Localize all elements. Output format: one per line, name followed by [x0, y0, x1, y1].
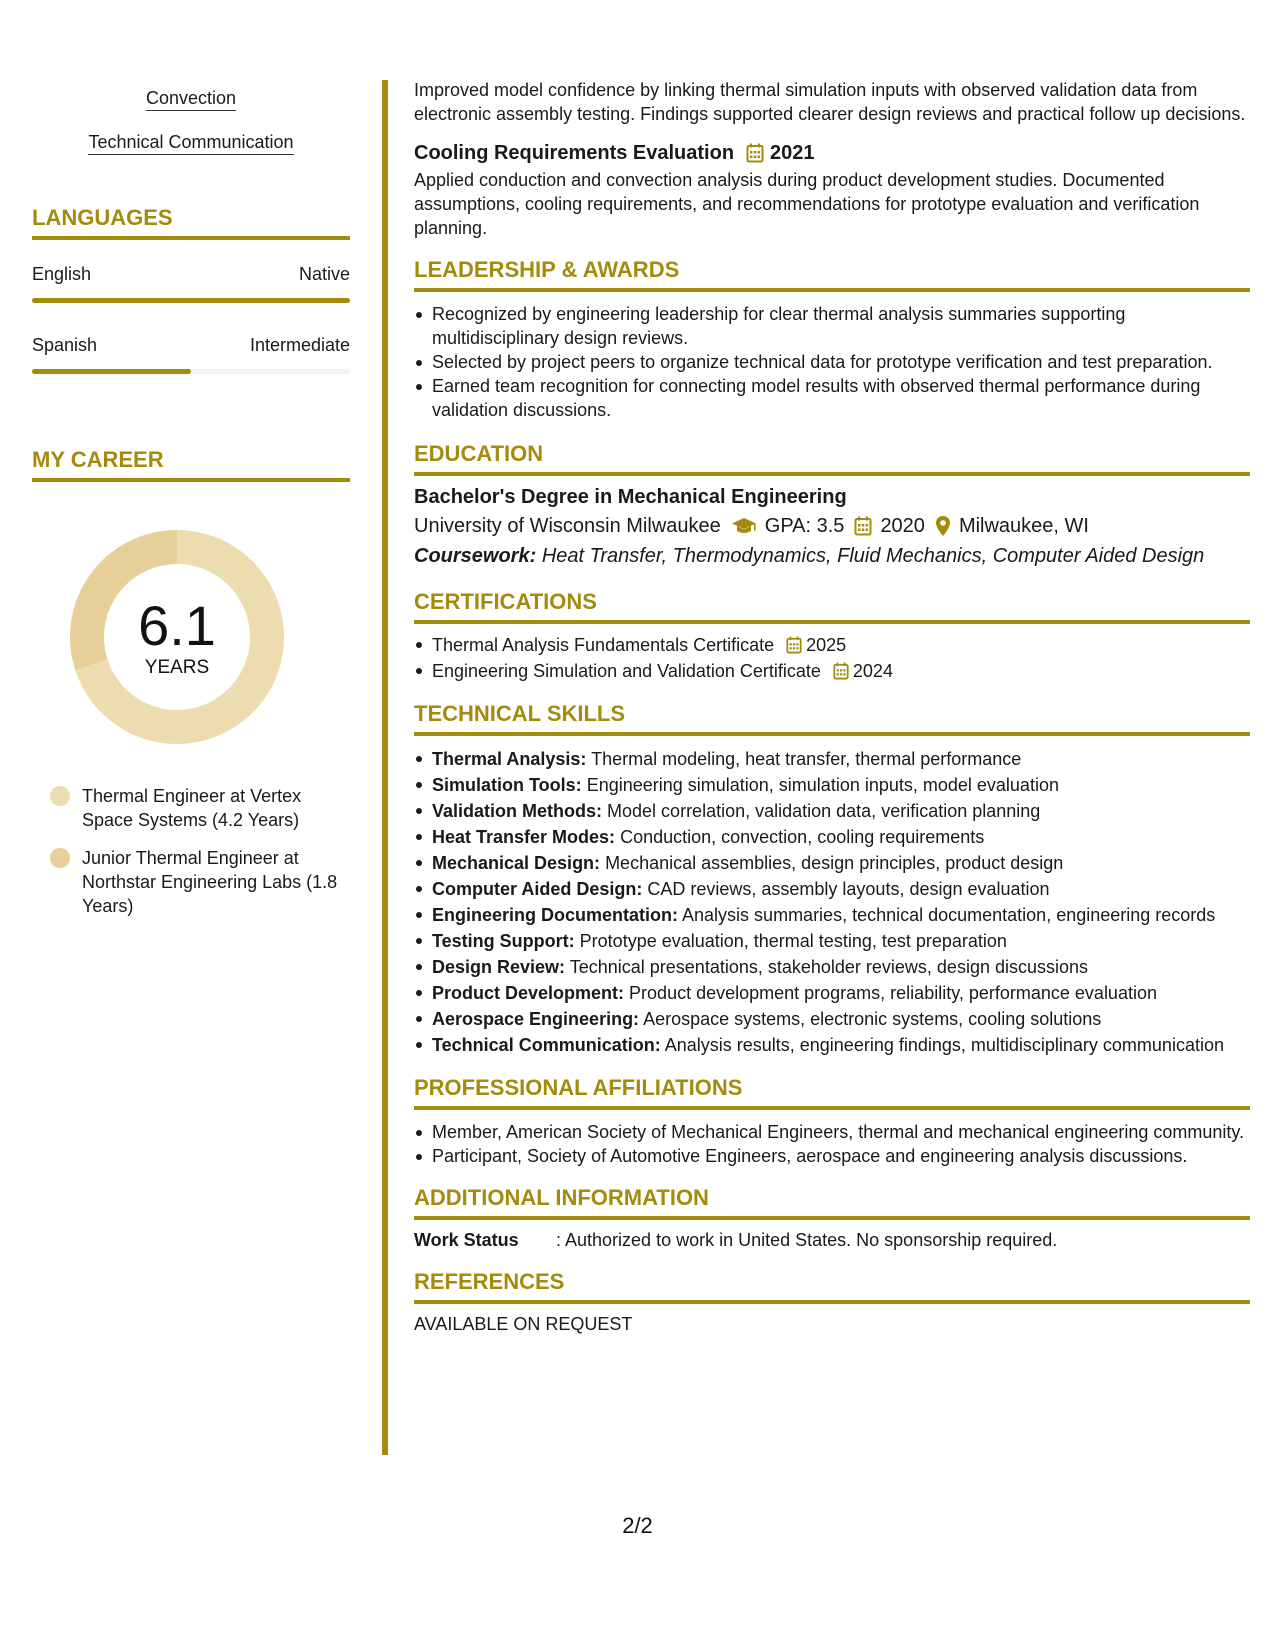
- calendar-icon: [833, 662, 849, 680]
- affiliations-section: [414, 1074, 1250, 1168]
- calendar-icon: [746, 143, 764, 163]
- affiliations-title: PROFESSIONAL AFFILIATIONS: [414, 1075, 743, 1100]
- skill-category: Computer Aided Design:: [432, 879, 643, 899]
- left-column: [32, 78, 350, 932]
- certifications-section: [414, 588, 1250, 684]
- skill-category: Simulation Tools:: [432, 775, 582, 795]
- language-level: Native: [298, 264, 350, 284]
- project-entry: [414, 140, 1250, 240]
- education-details: [414, 512, 1250, 540]
- skill-category: Aerospace Engineering:: [432, 1009, 640, 1029]
- references-title: REFERENCES: [414, 1269, 565, 1294]
- skill-values: Aerospace systems, electronic systems, cooling solutions: [643, 1009, 1102, 1029]
- coursework-list: Heat Transfer, Thermodynamics, Fluid Mechanics, Computer Aided Design: [541, 545, 1205, 567]
- skill-item: [414, 824, 1250, 850]
- certificate-year: 2024: [852, 661, 893, 681]
- project-title: Cooling Requirements Evaluation: [414, 142, 735, 164]
- career-section: [32, 446, 350, 918]
- leadership-list: [414, 302, 1250, 422]
- school-location: Milwaukee, WI: [958, 515, 1089, 537]
- skill-item: [414, 1006, 1250, 1032]
- skill-link-technical-communication[interactable]: Technical Communication: [32, 130, 350, 154]
- additional-info-title: ADDITIONAL INFORMATION: [414, 1185, 709, 1210]
- right-column: [414, 78, 1250, 1336]
- language-bar-fill: [32, 369, 191, 374]
- skill-category: Engineering Documentation:: [432, 905, 679, 925]
- work-status-row: [414, 1228, 1250, 1252]
- skill-item: [414, 772, 1250, 798]
- school-name: University of Wisconsin Milwaukee: [414, 515, 721, 537]
- career-legend-text: Thermal Engineer at Vertex Space Systems (4.2 Years): [82, 786, 302, 830]
- language-bar-spanish: [32, 369, 350, 374]
- coursework-line: [414, 542, 1250, 570]
- skill-link-convection[interactable]: Convection: [32, 86, 350, 110]
- calendar-icon: [854, 516, 872, 536]
- location-pin-icon: [935, 515, 951, 537]
- education-section: [414, 440, 1250, 570]
- project-header: [414, 140, 1250, 166]
- gpa: GPA: 3.5: [764, 515, 845, 537]
- certifications-title: CERTIFICATIONS: [414, 589, 597, 614]
- skill-category: Product Development:: [432, 983, 625, 1003]
- skill-category: Testing Support:: [432, 931, 575, 951]
- languages-title: LANGUAGES: [32, 205, 173, 230]
- technical-skills-list: [414, 746, 1250, 1058]
- section-rule: [414, 288, 1250, 292]
- degree-title: Bachelor's Degree in Mechanical Engineering: [414, 486, 847, 508]
- section-rule: [414, 732, 1250, 736]
- list-item: [414, 658, 1250, 684]
- language-level: Intermediate: [249, 335, 350, 355]
- section-rule: [414, 620, 1250, 624]
- career-legend-item: [50, 846, 350, 918]
- leadership-title: LEADERSHIP & AWARDS: [414, 257, 680, 282]
- language-bar-fill: [32, 298, 350, 303]
- certifications-list: [414, 632, 1250, 684]
- list-item: [414, 632, 1250, 658]
- skill-item: [414, 1032, 1250, 1058]
- skill-values: Conduction, convection, cooling requirements: [620, 827, 985, 847]
- language-bar-english: [32, 298, 350, 303]
- work-status-label: Work Status: [414, 1230, 519, 1250]
- career-legend: [32, 784, 350, 918]
- list-item: Recognized by engineering leadership for clear thermal analysis summaries supporting multidisciplinary design reviews.: [414, 302, 1250, 350]
- section-rule: [414, 472, 1250, 476]
- skill-item: [414, 902, 1250, 928]
- skill-category: Validation Methods:: [432, 801, 603, 821]
- skill-values: Engineering simulation, simulation inputs, model evaluation: [586, 775, 1059, 795]
- page-number: 2/2: [622, 1513, 653, 1538]
- languages-section: [32, 204, 350, 374]
- skill-values: Product development programs, reliability, performance evaluation: [629, 983, 1157, 1003]
- skill-values: Analysis summaries, technical documentation, engineering records: [682, 905, 1216, 925]
- section-rule: [32, 478, 350, 482]
- leadership-section: [414, 256, 1250, 422]
- legend-dot: [50, 848, 70, 868]
- skill-category: Technical Communication:: [432, 1035, 661, 1055]
- experience-description: Improved model confidence by linking thermal simulation inputs with observed validation data from electronic assembly testing. Findings supported clearer design reviews and practical follow up decisions.: [414, 80, 1246, 124]
- career-legend-text: Junior Thermal Engineer at Northstar Engineering Labs (1.8 Years): [82, 848, 338, 916]
- certificate-year: 2025: [806, 635, 847, 655]
- language-row-spanish: [32, 333, 350, 357]
- list-item: Member, American Society of Mechanical Engineers, thermal and mechanical engineering community.: [414, 1120, 1250, 1144]
- technical-skills-title: TECHNICAL SKILLS: [414, 701, 626, 726]
- career-legend-item: [50, 784, 350, 832]
- skill-values: Thermal modeling, heat transfer, thermal performance: [591, 749, 1022, 769]
- legend-dot: [50, 786, 70, 806]
- language-name: English: [32, 264, 92, 284]
- language-name: Spanish: [32, 335, 98, 355]
- skill-category: Mechanical Design:: [432, 853, 601, 873]
- skill-item: [414, 928, 1250, 954]
- work-status-value: : Authorized to work in United States. No sponsorship required.: [556, 1230, 1058, 1250]
- graduation-year: 2020: [880, 515, 925, 537]
- calendar-icon: [786, 636, 802, 654]
- language-row-english: [32, 262, 350, 286]
- career-donut-label: [66, 596, 288, 680]
- skill-category: Thermal Analysis:: [432, 749, 587, 769]
- skill-values: Model correlation, validation data, verification planning: [607, 801, 1041, 821]
- certificate-name: Thermal Analysis Fundamentals Certificate: [432, 635, 775, 655]
- graduation-cap-icon: [731, 517, 757, 535]
- skill-values: Mechanical assemblies, design principles, product design: [605, 853, 1064, 873]
- skill-category: Design Review:: [432, 957, 566, 977]
- section-rule: [32, 236, 350, 240]
- skill-category: Heat Transfer Modes:: [432, 827, 616, 847]
- certificate-name: Engineering Simulation and Validation Certificate: [432, 661, 821, 681]
- skill-values: Prototype evaluation, thermal testing, test preparation: [579, 931, 1007, 951]
- skill-item: [414, 850, 1250, 876]
- skill-values: Technical presentations, stakeholder reviews, design discussions: [569, 957, 1089, 977]
- technical-skills-section: [414, 700, 1250, 1058]
- list-item: Selected by project peers to organize technical data for prototype verification and test preparation.: [414, 350, 1250, 374]
- career-years-unit: YEARS: [144, 657, 210, 678]
- affiliations-list: [414, 1120, 1250, 1168]
- references-text: AVAILABLE ON REQUEST: [414, 1314, 633, 1334]
- section-rule: [414, 1106, 1250, 1110]
- career-title: MY CAREER: [32, 447, 164, 472]
- section-rule: [414, 1300, 1250, 1304]
- skill-item: [414, 798, 1250, 824]
- skill-values: Analysis results, engineering findings, multidisciplinary communication: [664, 1035, 1224, 1055]
- skill-item: [414, 954, 1250, 980]
- project-year: 2021: [770, 142, 815, 164]
- additional-info-section: [414, 1184, 1250, 1252]
- career-total-years: 6.1: [138, 594, 216, 657]
- section-rule: [414, 1216, 1250, 1220]
- skill-item: [414, 980, 1250, 1006]
- education-title: EDUCATION: [414, 441, 544, 466]
- skill-item: [414, 746, 1250, 772]
- column-divider: [382, 80, 388, 1455]
- career-donut-chart: [66, 526, 296, 756]
- skill-values: CAD reviews, assembly layouts, design evaluation: [647, 879, 1050, 899]
- references-section: [414, 1268, 1250, 1336]
- list-item: Earned team recognition for connecting model results with observed thermal performance during validation discussions.: [414, 374, 1250, 422]
- skill-item: [414, 876, 1250, 902]
- list-item: Participant, Society of Automotive Engineers, aerospace and engineering analysis discussions.: [414, 1144, 1250, 1168]
- project-description: Applied conduction and convection analysis during product development studies. Documented assumptions, cooling requirements, and recommendations for prototype evaluation and verification planning.: [414, 170, 1200, 238]
- coursework-label: Coursework:: [414, 545, 537, 567]
